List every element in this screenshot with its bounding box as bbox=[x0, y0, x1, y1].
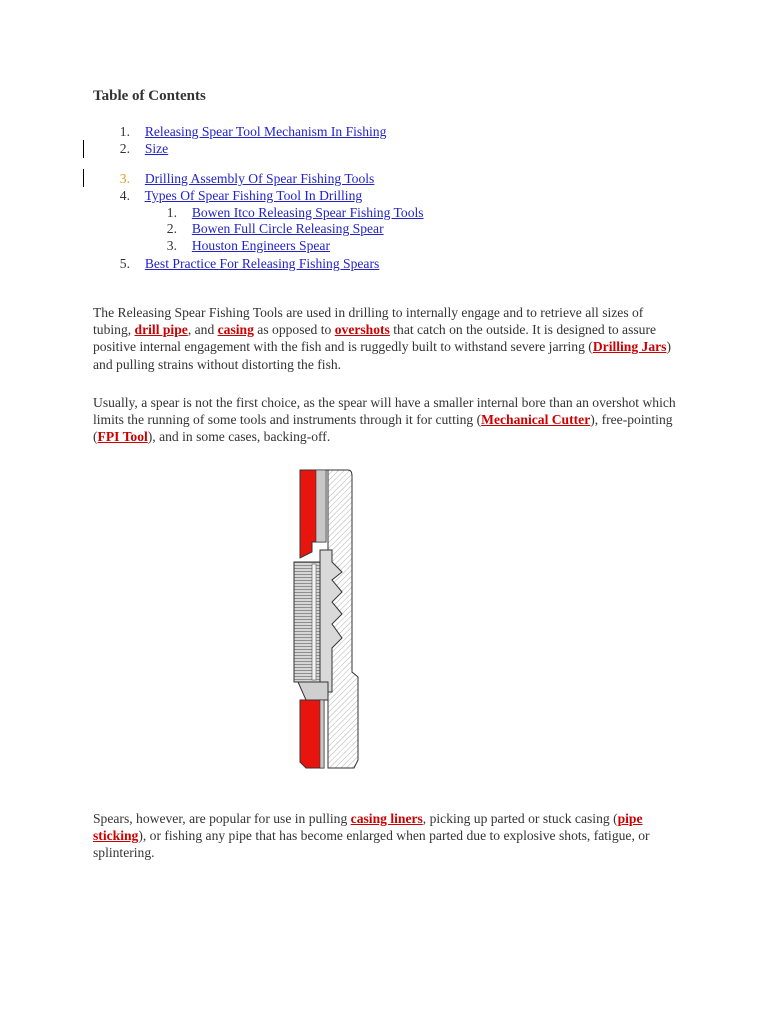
toc-link-bowen-itco[interactable]: Bowen Itco Releasing Spear Fishing Tools bbox=[191, 205, 424, 220]
toc-item-4 bbox=[108, 188, 362, 204]
toc-link-types-of-spear[interactable]: Types Of Spear Fishing Tool In Drilling bbox=[144, 188, 363, 203]
spear-lower-neck bbox=[298, 682, 328, 700]
link-overshots[interactable]: overshots bbox=[334, 322, 390, 338]
spear-upper-inner-stripe bbox=[316, 470, 326, 542]
toc-item-5 bbox=[108, 256, 379, 272]
toc-item-number: 1. bbox=[166, 205, 177, 220]
toc-link-houston-engineers[interactable]: Houston Engineers Spear bbox=[191, 238, 330, 253]
toc-item-2 bbox=[108, 141, 168, 157]
toc-link-drilling-assembly[interactable]: Drilling Assembly Of Spear Fishing Tools bbox=[144, 171, 375, 186]
toc-item-number: 3. bbox=[119, 171, 130, 186]
toc-item-3 bbox=[108, 171, 374, 187]
toc-subitem-1 bbox=[155, 205, 424, 221]
toc-subitem-3 bbox=[155, 238, 330, 254]
spears-usage-paragraph: Spears, however, are popular for use in pulling casing liners, picking up parted or stuck casing (pipe sticking), or fishing any pipe that has become enlarged when parted due to explosive shots, fatigue, or splintering. bbox=[93, 811, 650, 861]
spear-lower-inner-stripe bbox=[320, 700, 324, 768]
toc-item-number: 5. bbox=[119, 256, 130, 271]
intro-paragraph: The Releasing Spear Fishing Tools are used in drilling to internally engage and to retrieve all sizes of tubing, drill pipe, and casing as opposed to overshots that catch on the outside. It is designed to assure positive internal engagement with the fish and is ruggedly built to withstand severe jarring (Drilling Jars) and pulling strains without distorting the fish. bbox=[93, 305, 672, 372]
toc-link-bowen-full-circle[interactable]: Bowen Full Circle Releasing Spear bbox=[191, 221, 384, 236]
toc-title: Table of Contents bbox=[93, 88, 206, 104]
spear-choice-paragraph: Usually, a spear is not the first choice, as the spear will have a smaller internal bore than an overshot which limits the running of some tools and instruments through it for cutting (Mechanical Cutter), free-pointing (FPI Tool), and in some cases, backing-off. bbox=[93, 395, 676, 445]
text-cursor bbox=[83, 169, 84, 187]
toc-link-releasing-spear-mechanism[interactable]: Releasing Spear Tool Mechanism In Fishing bbox=[144, 124, 387, 139]
toc-link-size[interactable]: Size bbox=[144, 141, 169, 156]
toc-item-number: 3. bbox=[166, 238, 177, 253]
link-casing[interactable]: casing bbox=[217, 322, 254, 338]
toc-item-number: 2. bbox=[166, 221, 177, 236]
link-pipe-sticking[interactable]: pipe sticking bbox=[93, 811, 643, 844]
toc-item-number: 2. bbox=[119, 141, 130, 156]
spear-tool-diagram bbox=[290, 462, 370, 782]
toc-link-best-practice[interactable]: Best Practice For Releasing Fishing Spears bbox=[144, 256, 380, 271]
toc-item-number: 4. bbox=[119, 188, 130, 203]
toc-subitem-2 bbox=[155, 221, 384, 237]
link-casing-liners[interactable]: casing liners bbox=[350, 811, 423, 826]
spear-grapple-slot bbox=[312, 564, 316, 680]
text-cursor bbox=[83, 140, 84, 158]
link-fpi-tool[interactable]: FPI Tool bbox=[97, 429, 148, 445]
link-drilling-jars[interactable]: Drilling Jars bbox=[592, 339, 667, 355]
toc-item-1 bbox=[108, 124, 386, 140]
link-drill-pipe[interactable]: drill pipe bbox=[134, 322, 188, 338]
toc-item-number: 1. bbox=[119, 124, 130, 139]
link-mechanical-cutter[interactable]: Mechanical Cutter bbox=[481, 412, 591, 428]
